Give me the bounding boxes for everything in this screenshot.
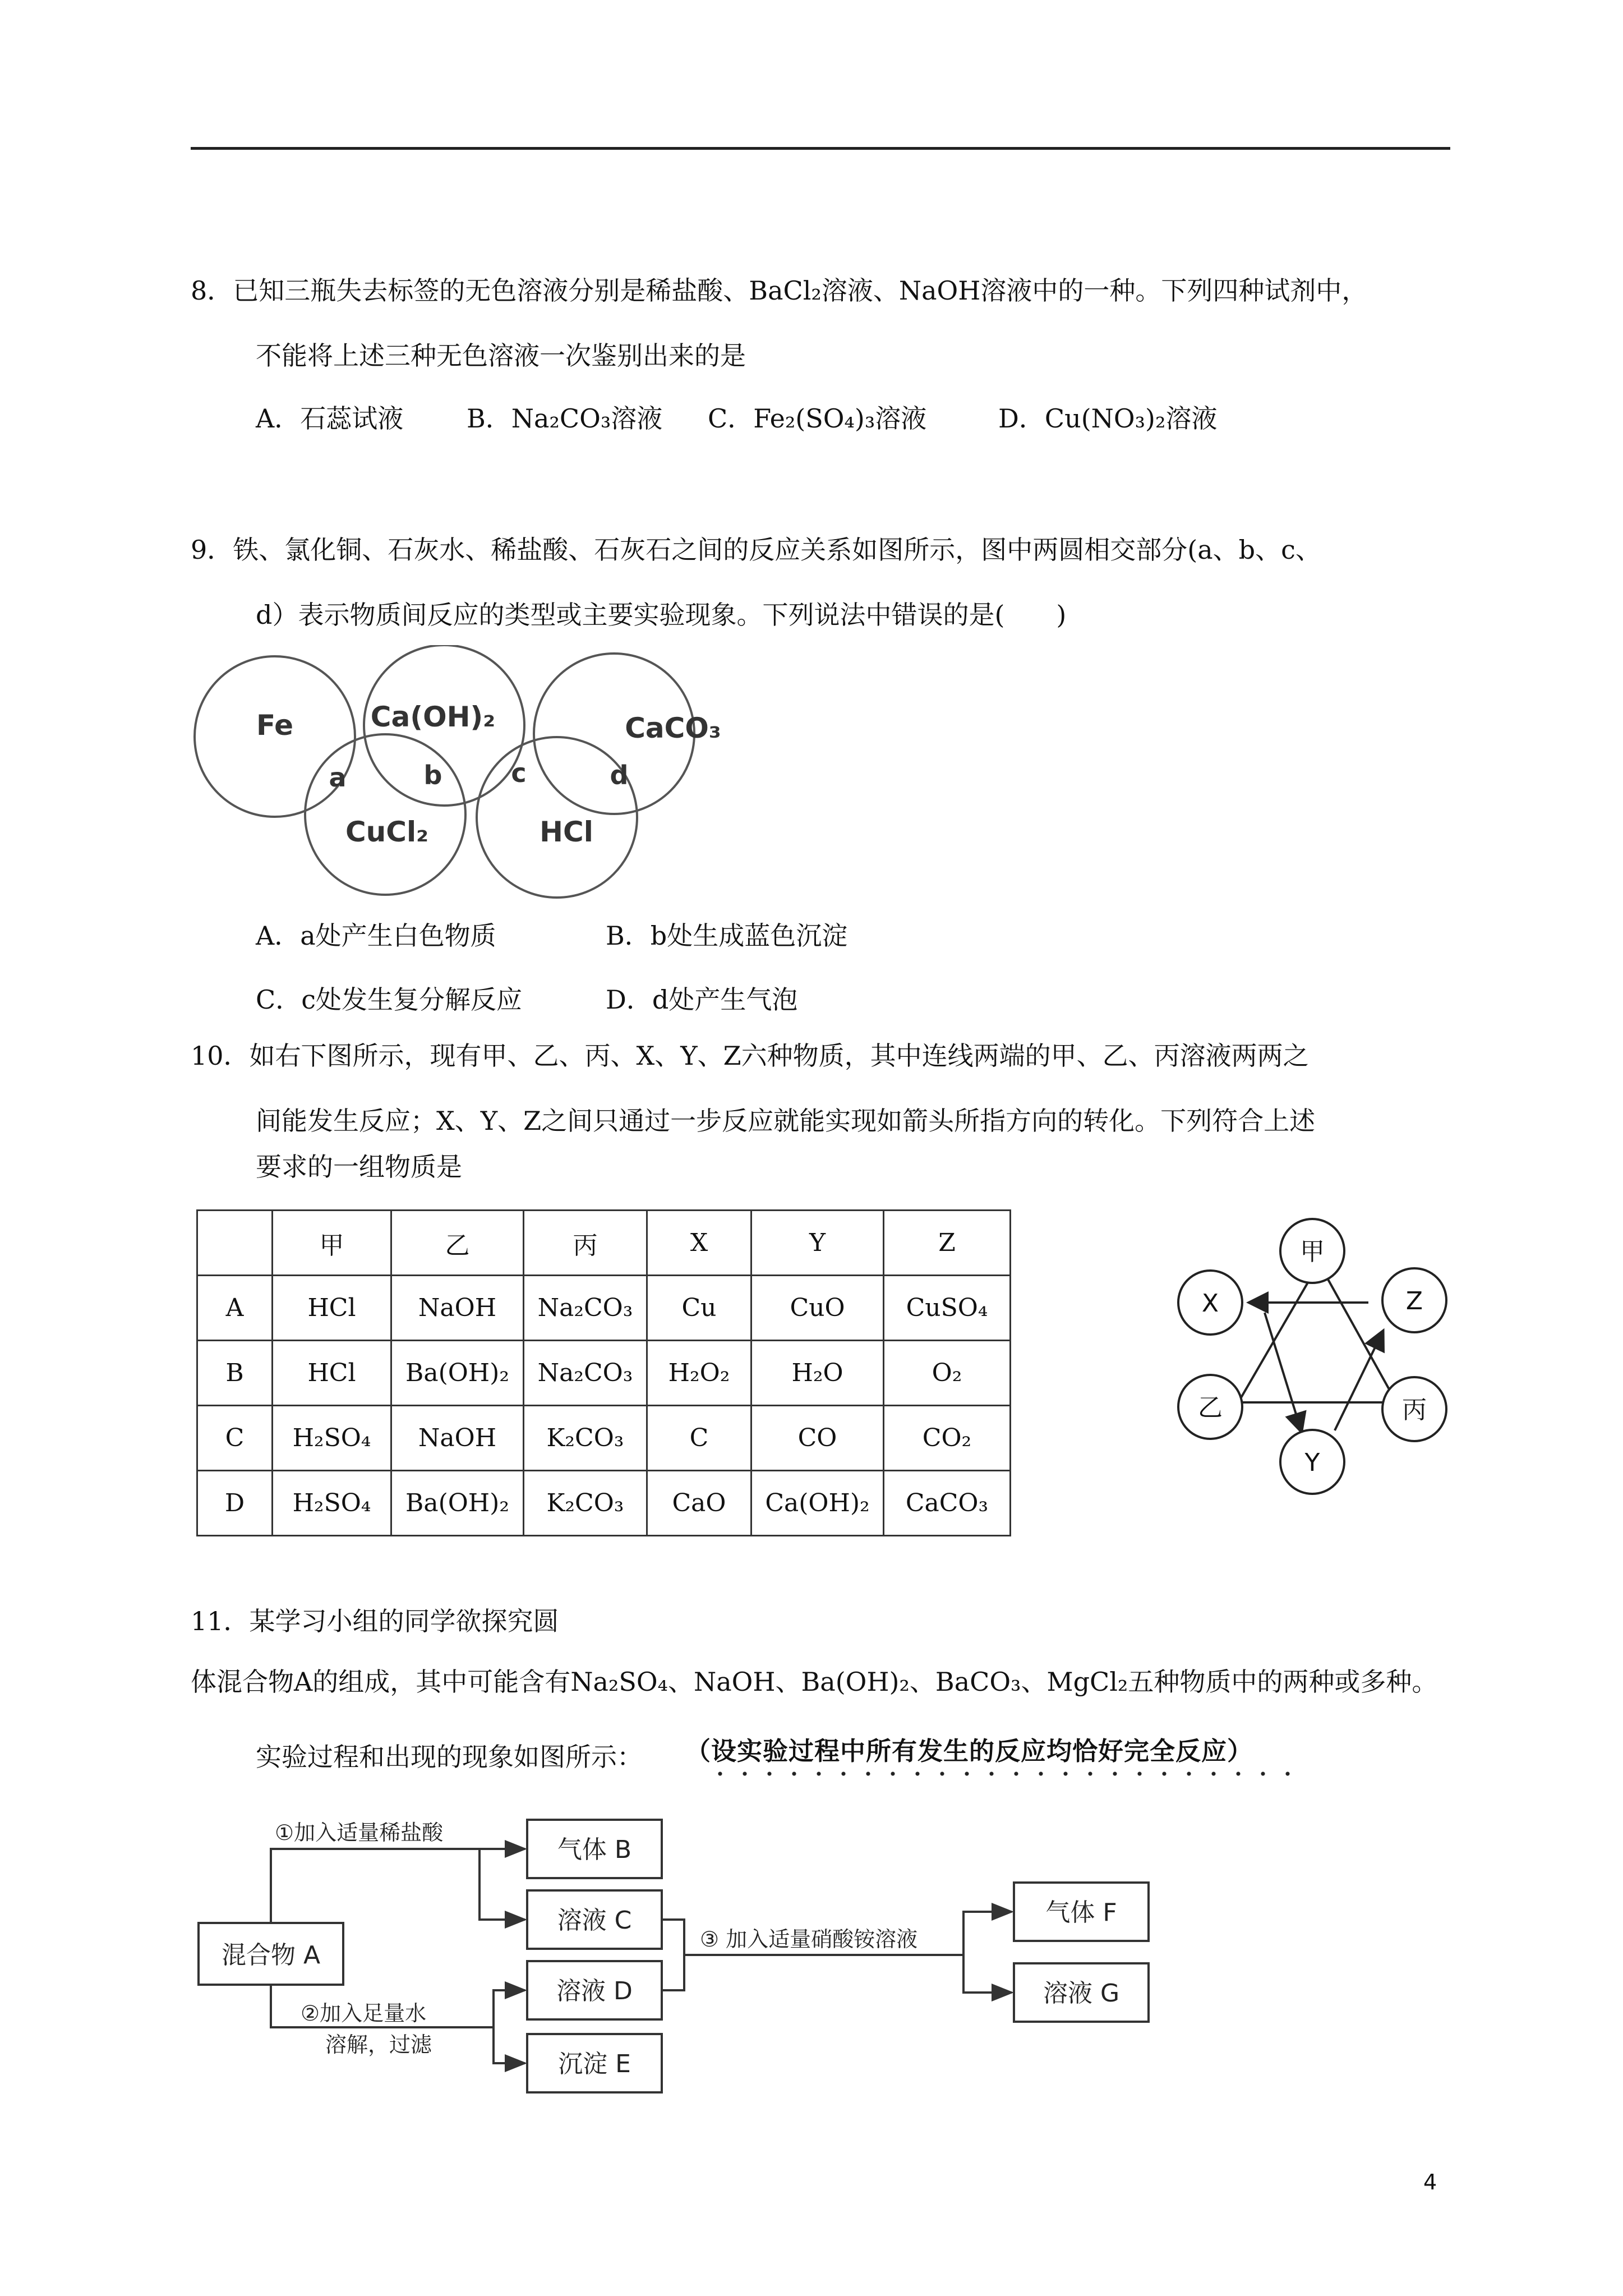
table-header-row <box>197 1211 1011 1276</box>
label-step1: ①加入适量稀盐酸 <box>275 1820 444 1845</box>
node-y-label: Y <box>1304 1448 1320 1477</box>
label-caoh2: Ca(OH)₂ <box>370 701 496 733</box>
q8-line2: 不能将上述三种无色溶液一次鉴别出来的是 <box>256 341 746 371</box>
table-cell: C <box>647 1406 751 1471</box>
table-row <box>197 1406 1011 1471</box>
table-cell: H₂SO₄ <box>273 1471 391 1536</box>
table-header-cell: 丙 <box>524 1211 647 1276</box>
q8-line1: 8．已知三瓶失去标签的无色溶液分别是稀盐酸、BaCl₂溶液、NaOH溶液中的一种。下列四种试剂中， <box>191 275 1368 306</box>
label-step3: ③ 加入适量硝酸铵溶液 <box>700 1927 918 1952</box>
q9-option-a: A．a处产生白色物质 <box>256 921 496 951</box>
node-yi-label: 乙 <box>1198 1393 1223 1422</box>
hexagon-conversion-diagram <box>1172 1200 1464 1503</box>
table-cell: H₂O <box>751 1341 884 1406</box>
table-cell: H₂SO₄ <box>273 1406 391 1471</box>
table-cell: HCl <box>273 1276 391 1341</box>
table-header-cell: X <box>647 1211 751 1276</box>
q11-line3: 实验过程和出现的现象如图所示： <box>256 1742 643 1772</box>
q8-option-d: D．Cu(NO₃)₂溶液 <box>998 403 1218 434</box>
line-step1 <box>271 1849 479 1923</box>
table-header-cell <box>197 1211 273 1276</box>
table-cell: CO₂ <box>884 1406 1011 1471</box>
label-sol-d: 溶液 D <box>556 1977 633 2005</box>
q9-line2: d）表示物质间反应的类型或主要实验现象。下列说法中错误的是( ) <box>256 600 1067 630</box>
label-hcl: HCl <box>540 816 593 848</box>
label-step2b: 溶解，过滤 <box>325 2032 432 2057</box>
table-cell: Cu <box>647 1276 751 1341</box>
label-ppt-e: 沉淀 E <box>558 2050 631 2078</box>
node-bing-label: 丙 <box>1402 1396 1427 1424</box>
table-header-cell: Z <box>884 1211 1011 1276</box>
circle-cucl2 <box>305 734 465 895</box>
table-cell: Na₂CO₃ <box>524 1341 647 1406</box>
q10-table <box>196 1209 1011 1536</box>
region-b: b <box>423 760 442 790</box>
header-rule <box>191 147 1450 150</box>
table-cell: C <box>197 1406 273 1471</box>
table-cell: CuSO₄ <box>884 1276 1011 1341</box>
q8-option-b: B．Na₂CO₃溶液 <box>467 403 663 434</box>
table-cell: B <box>197 1341 273 1406</box>
table-row <box>197 1471 1011 1536</box>
arrow-to-sol-g <box>963 1955 1012 1993</box>
node-z-label: Z <box>1405 1287 1423 1315</box>
region-d: d <box>610 760 629 790</box>
table-header-cell: Y <box>751 1211 884 1276</box>
table-cell: NaOH <box>391 1406 524 1471</box>
region-c: c <box>511 758 527 788</box>
table-cell: Ca(OH)₂ <box>751 1471 884 1536</box>
edge-jia-yi <box>1238 1263 1319 1402</box>
q11-line2: 体混合物A的组成，其中可能含有Na₂SO₄、NaOH、Ba(OH)₂、BaCO₃、MgCl₂五种物质中的两种或多种。 <box>191 1667 1438 1697</box>
table-cell: CaCO₃ <box>884 1471 1011 1536</box>
node-x-label: X <box>1201 1289 1219 1318</box>
arrow-to-sol-d <box>494 1990 525 2027</box>
table-cell: K₂CO₃ <box>524 1471 647 1536</box>
q11-note: （设实验过程中所有发生的反应均恰好完全反应） <box>685 1736 1253 1766</box>
label-sol-g: 溶液 G <box>1043 1979 1120 2008</box>
label-gas-f: 气体 F <box>1045 1898 1117 1927</box>
q8-option-c: C．Fe₂(SO₄)₃溶液 <box>708 403 927 434</box>
q11-note-emphasis-dots <box>708 1772 1291 1776</box>
table-cell: A <box>197 1276 273 1341</box>
q10-line2: 间能发生反应；X、Y、Z之间只通过一步反应就能实现如箭头所指方向的转化。下列符合上述 <box>256 1106 1316 1136</box>
table-cell: H₂O₂ <box>647 1341 751 1406</box>
table-cell: CaO <box>647 1471 751 1536</box>
q8-option-a: A．石蕊试液 <box>256 403 404 434</box>
arrow-to-sol-c <box>479 1849 525 1920</box>
label-cucl2: CuCl₂ <box>345 816 429 848</box>
label-gas-b: 气体 B <box>557 1835 632 1864</box>
arrow-x-to-y <box>1265 1313 1301 1430</box>
table-cell: CO <box>751 1406 884 1471</box>
q9-option-d: D．d处产生气泡 <box>606 984 798 1015</box>
arrow-y-to-z <box>1335 1332 1382 1430</box>
table-cell: NaOH <box>391 1276 524 1341</box>
table-cell: O₂ <box>884 1341 1011 1406</box>
arrow-to-ppt-e <box>494 2027 525 2063</box>
table-header-cell: 甲 <box>273 1211 391 1276</box>
label-step2a: ②加入足量水 <box>301 2001 427 2026</box>
label-fe: Fe <box>256 709 294 742</box>
q9-option-c: C．c处发生复分解反应 <box>256 984 522 1015</box>
table-row <box>197 1276 1011 1341</box>
node-jia-label: 甲 <box>1300 1237 1325 1266</box>
table-cell: CuO <box>751 1276 884 1341</box>
label-caco3: CaCO₃ <box>625 712 721 744</box>
table-cell: Ba(OH)₂ <box>391 1341 524 1406</box>
q9-option-b: B．b处生成蓝色沉淀 <box>606 921 848 951</box>
table-cell: D <box>197 1471 273 1536</box>
table-cell: HCl <box>273 1341 391 1406</box>
five-circle-diagram <box>191 645 763 903</box>
label-sol-c: 溶液 C <box>557 1906 632 1935</box>
table-row <box>197 1341 1011 1406</box>
table-cell: Ba(OH)₂ <box>391 1471 524 1536</box>
table-header-cell: 乙 <box>391 1211 524 1276</box>
arrow-to-gas-f <box>963 1912 1012 1955</box>
q10-line3: 要求的一组物质是 <box>256 1152 462 1182</box>
page-number: 4 <box>1423 2170 1437 2194</box>
flow-chart <box>191 1801 1178 2115</box>
region-a: a <box>329 762 347 793</box>
table-cell: K₂CO₃ <box>524 1406 647 1471</box>
label-mix-a: 混合物 A <box>221 1941 321 1970</box>
q10-line1: 10．如右下图所示，现有甲、乙、丙、X、Y、Z六种物质，其中连线两端的甲、乙、丙溶液两两之 <box>191 1041 1309 1071</box>
q9-line1: 9．铁、氯化铜、石灰水、稀盐酸、石灰石之间的反应关系如图所示，图中两圆相交部分(a、b、c、 <box>191 535 1321 565</box>
bracket-c-d <box>662 1920 684 1990</box>
q11-line1: 11．某学习小组的同学欲探究圆 <box>191 1606 559 1636</box>
table-cell: Na₂CO₃ <box>524 1276 647 1341</box>
